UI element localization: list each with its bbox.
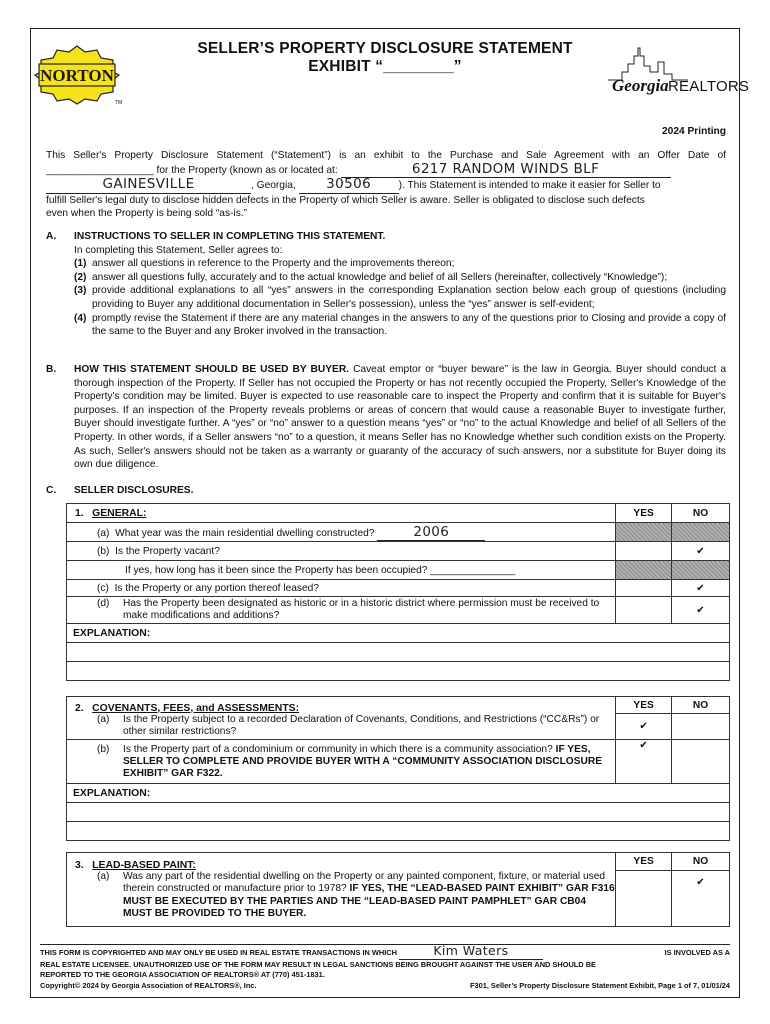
intro-part3: , Georgia, bbox=[251, 180, 296, 192]
explanation-line[interactable] bbox=[67, 643, 730, 662]
q-label: (a) bbox=[97, 527, 110, 539]
a-item-text: answer all questions in reference to the Property and the improvements thereon; bbox=[92, 258, 455, 270]
exhibit-title: EXHIBIT “________” bbox=[308, 58, 462, 75]
question-subtext: If yes, how long has it been since the Property has been occupied? _______________ bbox=[125, 564, 516, 576]
explanation-label: EXPLANATION: bbox=[73, 627, 151, 639]
property-address: 6217 RANDOM WINDS BLF bbox=[411, 160, 600, 177]
yes-checkmark[interactable]: ✔ bbox=[616, 714, 672, 740]
general-table bbox=[66, 503, 730, 681]
intro-part4: ). This Statement is intended to make it easier for Seller to bbox=[398, 180, 661, 192]
covenants-table bbox=[66, 696, 730, 841]
lead-paint-table bbox=[66, 852, 730, 927]
no-header: NO bbox=[672, 853, 730, 871]
section-b-letter: B. bbox=[46, 364, 57, 375]
footer-rule bbox=[40, 944, 730, 945]
intro-line3: fulfill Seller's legal duty to disclose hidden defects in the Property of which Seller is aware. Seller is obligated to disclose such defects bbox=[46, 194, 645, 206]
yes-cell[interactable] bbox=[616, 597, 672, 624]
explanation-label: EXPLANATION: bbox=[73, 787, 151, 799]
a-item-text: provide additional explanations to all “yes” answers in the corresponding Explanation section below each group of questions (including providing to Buyer any additional documentation in Seller's possession), unless the “yes” answer is self-evident; bbox=[92, 285, 726, 310]
section-c-letter: C. bbox=[46, 485, 57, 496]
q-label: (b) bbox=[97, 743, 110, 755]
lead-heading: LEAD-BASED PAINT: bbox=[92, 859, 196, 871]
explanation-line[interactable] bbox=[67, 822, 730, 841]
question-text: What year was the main residential dwelling constructed? bbox=[115, 527, 375, 539]
section-b bbox=[74, 363, 726, 472]
year-built-value: 2006 bbox=[413, 523, 450, 540]
lead-num: 3. bbox=[75, 859, 84, 871]
intro-part1: This Seller's Property Disclosure Statement (“Statement”) is an exhibit to the Purchase and Sale Agreement with an Offer Date of bbox=[46, 150, 726, 161]
covenants-heading: COVENANTS, FEES, and ASSESSMENTS: bbox=[92, 702, 300, 714]
question-note: IF YES, SELLER TO COMPLETE AND PROVIDE BUYER WITH A “COMMUNITY ASSOCIATION DISCLOSURE EXHIBIT” GAR F322. bbox=[123, 743, 603, 779]
q-label: (c) bbox=[97, 582, 109, 594]
section-c-heading: SELLER DISCLOSURES. bbox=[74, 485, 194, 496]
question-text: Is the Property part of a condominium or community in which there is a community association? bbox=[123, 743, 553, 755]
no-checkmark[interactable]: ✔ bbox=[672, 542, 730, 561]
question-note: IF YES, THE “LEAD-BASED PAINT EXHIBIT” GAR F316 MUST BE EXECUTED BY THE PARTIES AND THE “LEAD-BASED PAINT PAMPHLET” GAR CB04 MUST BE PROVIDED TO THE BUYER. bbox=[123, 883, 615, 919]
answer-cell-disabled bbox=[616, 561, 672, 580]
offer-date-blank: ___________________ bbox=[46, 164, 154, 176]
a-item-text: answer all questions fully, accurately and to the actual knowledge and belief of all Sellers (hereinafter, collectively “Knowledge”); bbox=[92, 271, 668, 283]
answer-cell-disabled bbox=[672, 523, 730, 542]
norton-tm: TM bbox=[115, 100, 123, 106]
footer-line1-b: IS INVOLVED AS A bbox=[664, 948, 730, 957]
q-label: (a) bbox=[97, 714, 110, 726]
footer-line1-a: THIS FORM IS COPYRIGHTED AND MAY ONLY BE USED IN REAL ESTATE TRANSACTIONS IN WHICH bbox=[40, 948, 397, 957]
a-item-num: (2) bbox=[74, 271, 87, 283]
yes-checkmark[interactable]: ✔ bbox=[616, 740, 672, 784]
footer-copyright: Copyright© 2024 by Georgia Association of REALTORS®, Inc. bbox=[40, 980, 257, 990]
question-text: Is the Property subject to a recorded Declaration of Covenants, Conditions, and Restrictions (“CC&Rs”) or other similar restrictions? bbox=[123, 714, 600, 738]
yes-cell[interactable] bbox=[616, 542, 672, 561]
footer-line2: REAL ESTATE LICENSEE. UNAUTHORIZED USE OF THE FORM MAY RESULT IN LEGAL SANCTIONS BEING BROUGHT AGAINST THE USER AND SHOULD BE bbox=[40, 959, 596, 969]
intro-paragraph bbox=[46, 149, 726, 221]
gr-logo-georgia: Georgia bbox=[612, 76, 669, 95]
form-title: SELLER’S PROPERTY DISCLOSURE STATEMENT bbox=[197, 40, 573, 57]
no-header: NO bbox=[672, 504, 730, 523]
a-item-num: (3) bbox=[74, 285, 87, 297]
section-b-body: Caveat emptor or “buyer beware” is the law in Georgia. Buyer should conduct a thorough inspection of the Property. If Seller has not occupied the Property or has not recently occupied the Property, Seller's Knowledge of the Property's condition may be limited. Buyer is expected to use reasonable care to inspect the Property and confirm that it is suitable for Buyer's purposes. If an inspection of the Property reveals problems or areas of concern that would cause a reasonable Buyer to investigate further, Buyer should investigate further. A “yes” or “no” answer to a question means “yes” or “no” to the actual Knowledge and belief of all Sellers of the Property. In other words, if a Seller answers “no” to a question, it means Seller has no Knowledge whether such condition exists on the Property. As such, Seller's answers should not be taken as a warranty or guaranty of the accuracy of such answers, nor a substitute for Buyer doing its own due diligence. bbox=[74, 364, 727, 471]
q-label: (b) bbox=[97, 545, 110, 557]
norton-logo-text: NORTON bbox=[40, 66, 114, 85]
no-cell[interactable] bbox=[672, 714, 730, 740]
q-label: (d) bbox=[97, 598, 110, 609]
question-text: Has the Property been designated as historic or in a historic district where permission must be received to make modifications and additions? bbox=[123, 598, 600, 621]
yes-cell[interactable] bbox=[616, 871, 672, 927]
printing-label: 2024 Printing bbox=[662, 126, 726, 137]
general-heading: GENERAL: bbox=[92, 507, 147, 519]
yes-cell[interactable] bbox=[616, 580, 672, 597]
a-item-num: (4) bbox=[74, 312, 87, 324]
licensee-name: Kim Waters bbox=[433, 943, 509, 958]
yes-header: YES bbox=[616, 504, 672, 523]
answer-cell-disabled bbox=[616, 523, 672, 542]
gr-logo-realtors: REALTORS bbox=[668, 78, 750, 95]
footer-form-id: F301, Seller’s Property Disclosure Statement Exhibit, Page 1 of 7, 01/01/24 bbox=[469, 980, 730, 990]
q-label: (a) bbox=[97, 870, 110, 882]
section-a-heading: INSTRUCTIONS TO SELLER IN COMPLETING THIS STATEMENT. bbox=[74, 231, 386, 242]
no-checkmark[interactable]: ✔ bbox=[672, 871, 730, 927]
property-zip: 30506 bbox=[326, 176, 372, 193]
yes-header: YES bbox=[616, 697, 672, 714]
footer bbox=[40, 943, 730, 991]
question-text: Is the Property vacant? bbox=[115, 545, 220, 557]
explanation-line[interactable] bbox=[67, 662, 730, 681]
question-text: Was any part of the residential dwelling on the Property or any painted component, fixture, or material used therein constructed or manufacture prior to 1978? bbox=[123, 870, 606, 894]
yes-header: YES bbox=[616, 853, 672, 871]
footer-line3: REPORTED TO THE GEORGIA ASSOCIATION OF REALTORS® AT (770) 451-1831. bbox=[40, 970, 325, 979]
a-item-text: promptly revise the Statement if there are any material changes in the answers to any of the questions prior to Closing and provide a copy of the same to the Buyer and any Broker involved in the transaction. bbox=[92, 312, 726, 338]
intro-part2: for the Property (known as or located at: bbox=[156, 164, 338, 176]
section-a-letter: A. bbox=[46, 231, 57, 242]
no-cell[interactable] bbox=[672, 740, 730, 784]
no-checkmark[interactable]: ✔ bbox=[672, 580, 730, 597]
no-header: NO bbox=[672, 697, 730, 714]
question-text: Is the Property or any portion thereof leased? bbox=[114, 582, 319, 594]
section-b-heading: HOW THIS STATEMENT SHOULD BE USED BY BUYER. bbox=[74, 364, 350, 375]
general-num: 1. bbox=[75, 507, 84, 519]
no-checkmark[interactable]: ✔ bbox=[672, 597, 730, 624]
section-a bbox=[74, 230, 726, 339]
georgia-realtors-logo bbox=[608, 42, 750, 100]
property-city: GAINESVILLE bbox=[102, 176, 195, 193]
explanation-line[interactable] bbox=[67, 803, 730, 822]
section-a-lead: In completing this Statement, Seller agrees to: bbox=[74, 244, 283, 256]
intro-line4: even when the Property is being sold “as-is.” bbox=[46, 208, 248, 220]
answer-cell-disabled bbox=[672, 561, 730, 580]
a-item-num: (1) bbox=[74, 258, 87, 270]
covenants-num: 2. bbox=[75, 702, 84, 714]
